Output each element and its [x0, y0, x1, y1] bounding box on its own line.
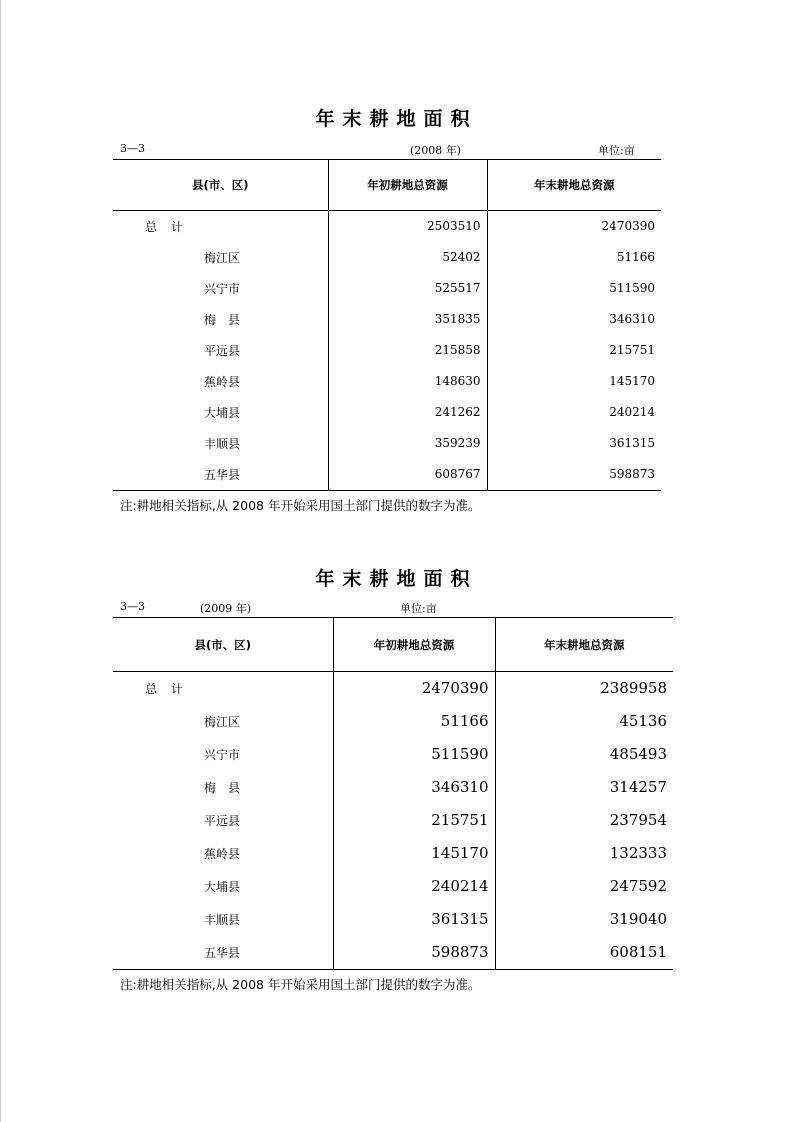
cell-start: 51166 — [333, 705, 495, 738]
cell-start: 2503510 — [328, 211, 487, 242]
table-row — [113, 771, 673, 804]
cell-start: 145170 — [333, 837, 495, 870]
column-header-end-total: 年末耕地总资源 — [487, 160, 661, 211]
table-unit: 单位:亩 — [400, 602, 437, 615]
cell-end: 2470390 — [487, 211, 661, 242]
cell-end: 346310 — [487, 304, 661, 335]
cell-start: 351835 — [328, 304, 487, 335]
cell-end: 2389958 — [495, 672, 673, 705]
column-header-start-total: 年初耕地总资源 — [328, 160, 487, 211]
table-row — [113, 804, 673, 837]
row-label: 蕉岭县 — [204, 846, 241, 861]
row-label: 平远县 — [204, 343, 241, 358]
page-edge — [0, 0, 1, 1122]
row-label: 大埔县 — [204, 405, 241, 420]
cell-start: 525517 — [328, 273, 487, 304]
cell-start: 608767 — [328, 459, 487, 491]
row-label: 五华县 — [113, 936, 333, 970]
table-row — [113, 397, 661, 428]
page-title: 年末耕地面积 — [315, 568, 478, 590]
column-header-end-total: 年末耕地总资源 — [495, 618, 673, 672]
row-label: 梅县 — [204, 312, 253, 327]
cell-end: 608151 — [495, 936, 673, 970]
cell-end: 598873 — [487, 459, 661, 491]
table-note: 注:耕地相关指标,从 2008 年开始采用国土部门提供的数字为准。 — [120, 498, 481, 513]
table-row — [113, 459, 661, 491]
table-year: (2008 年) — [410, 144, 462, 157]
table-unit: 单位:亩 — [598, 144, 635, 157]
table-header-row — [113, 618, 673, 672]
page-title: 年末耕地面积 — [315, 108, 478, 130]
cell-end: 485493 — [495, 738, 673, 771]
cell-start: 346310 — [333, 771, 495, 804]
row-label: 平远县 — [204, 813, 241, 828]
table-row — [113, 705, 673, 738]
row-label: 总计 — [145, 219, 198, 234]
cell-start: 241262 — [328, 397, 487, 428]
table-row — [113, 903, 673, 936]
cell-start: 215858 — [328, 335, 487, 366]
cell-end: 511590 — [487, 273, 661, 304]
cell-end: 45136 — [495, 705, 673, 738]
row-label: 五华县 — [113, 459, 328, 491]
cell-end: 132333 — [495, 837, 673, 870]
cell-end: 247592 — [495, 870, 673, 903]
cell-start: 2470390 — [333, 672, 495, 705]
row-label: 丰顺县 — [204, 912, 241, 927]
cell-start: 215751 — [333, 804, 495, 837]
table-header-row — [113, 160, 661, 211]
cell-end: 145170 — [487, 366, 661, 397]
data-table — [113, 159, 661, 491]
table-row — [113, 242, 661, 273]
cell-start: 361315 — [333, 903, 495, 936]
cell-end: 51166 — [487, 242, 661, 273]
row-label: 大埔县 — [204, 879, 241, 894]
table-row — [113, 428, 661, 459]
row-label: 梅江区 — [204, 714, 241, 729]
cell-end: 361315 — [487, 428, 661, 459]
cell-start: 511590 — [333, 738, 495, 771]
table-row — [113, 936, 673, 970]
table-row — [113, 335, 661, 366]
cell-end: 240214 — [487, 397, 661, 428]
column-header-start-total: 年初耕地总资源 — [333, 618, 495, 672]
table-year: (2009 年) — [200, 602, 252, 615]
table-row — [113, 366, 661, 397]
cell-start: 359239 — [328, 428, 487, 459]
cell-end: 215751 — [487, 335, 661, 366]
cell-start: 240214 — [333, 870, 495, 903]
row-label: 梅江区 — [204, 250, 241, 265]
row-label: 梅县 — [204, 780, 253, 795]
cell-end: 237954 — [495, 804, 673, 837]
data-table — [113, 617, 673, 970]
row-label: 总计 — [145, 681, 198, 696]
cell-start: 52402 — [328, 242, 487, 273]
cell-start: 148630 — [328, 366, 487, 397]
cell-end: 319040 — [495, 903, 673, 936]
row-label: 蕉岭县 — [204, 374, 241, 389]
row-label: 兴宁市 — [204, 747, 241, 762]
column-header-county: 县(市、区) — [113, 160, 328, 211]
cell-start: 598873 — [333, 936, 495, 970]
table-number: 3—3 — [120, 142, 145, 155]
row-label: 兴宁市 — [204, 281, 241, 296]
table-row — [113, 837, 673, 870]
table-number: 3—3 — [120, 600, 145, 613]
table-row — [113, 738, 673, 771]
table-row — [113, 304, 661, 335]
table-row — [113, 870, 673, 903]
column-header-county: 县(市、区) — [113, 618, 333, 672]
cell-end: 314257 — [495, 771, 673, 804]
table-row — [113, 211, 661, 242]
table-note: 注:耕地相关指标,从 2008 年开始采用国土部门提供的数字为准。 — [120, 977, 481, 992]
table-row — [113, 672, 673, 705]
row-label: 丰顺县 — [204, 436, 241, 451]
table-row — [113, 273, 661, 304]
